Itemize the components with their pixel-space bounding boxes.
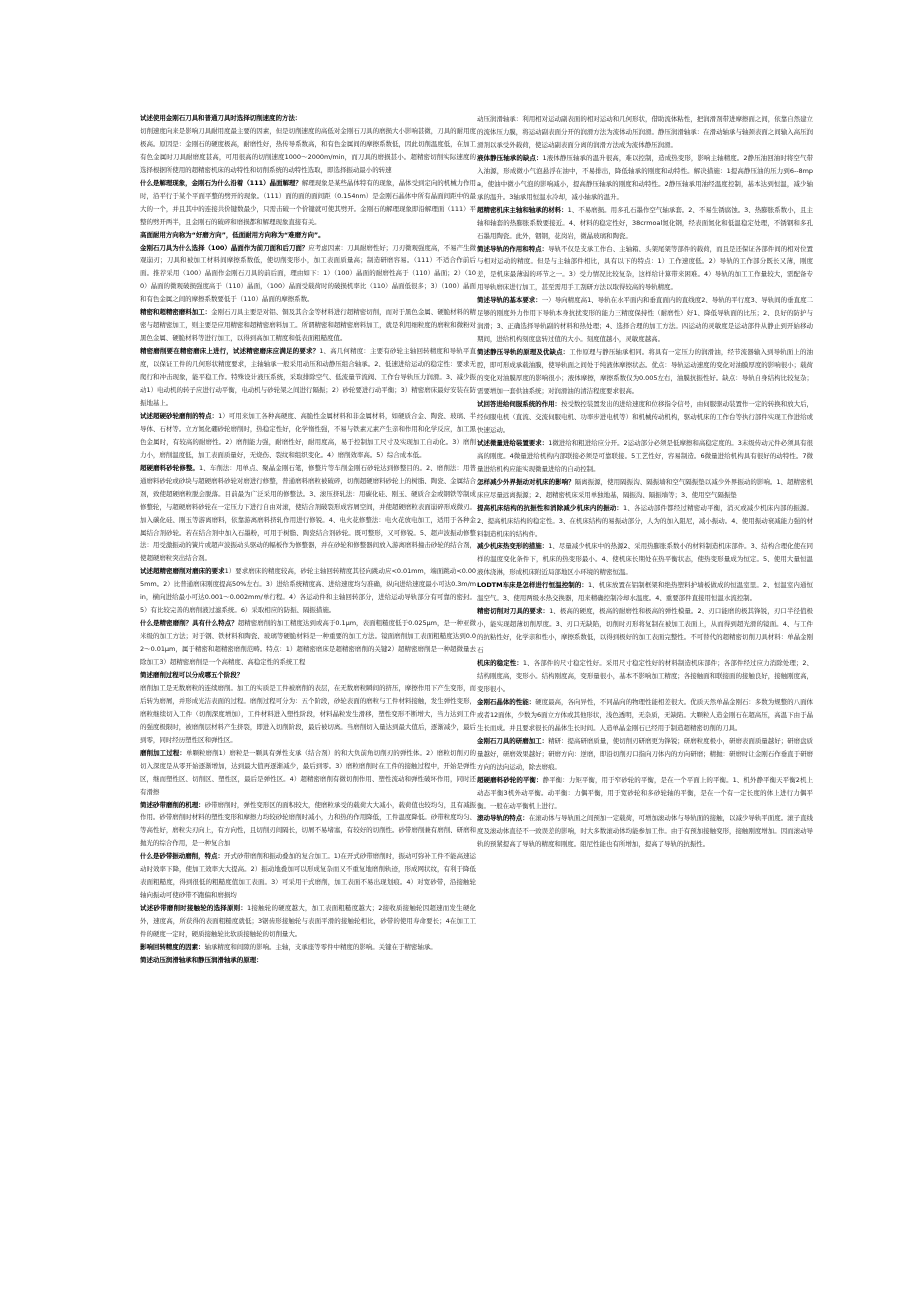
paragraph-text: 硬度最高，各向异性，不同晶向的物理性能相差很大。优质天然单晶金刚石：多数为规整的八面体或者12面体，少数为6面立方体或其他形状，浅色透明，无杂质，无缺陷。大颗粒人造金刚石在超高压，高温下由于晶生长而成。并且要求很长的晶体生长时间。人造单晶金刚石已经用于制造超精密切削的刀具。	[477, 697, 813, 732]
paragraph-heading: 金刚石刀具为什么选择（100）晶面作为前刀面和后刀面？	[140, 243, 309, 252]
paragraph-text: 单颗粒磨削1）磨粒是一颗具有弹性支承（结合剂）的和大负前角切削刃的弹性体。2）磨粒切削刃的切入深度是从零开始逐渐增加，达到最大值再逐渐减少，最后到零。3）磨粒磨削时在工件的接触过程中，开始是弹性区，继而塑性区、切削区、塑性区，最后是弹性区。4）超精密磨削有微切削作用、塑性流动和弹性破坏作用，同时还有滑擦	[140, 748, 476, 796]
paragraph	[477, 605, 813, 657]
right-column	[477, 113, 813, 851]
paragraph	[140, 850, 476, 902]
paragraph-heading: 试述使用金刚石刀具和普通刀具时选择切削速度的方法：	[140, 114, 302, 122]
paragraph-text: 工作原理与静压轴承相同。将具有一定压力的润滑油，经节流器输入到导轨面上的油腔，即可形成承载油膜，使导轨面之间处于纯液体摩擦状态。优点：导轨运动速度的变化对油膜厚度的影响很小；载荷的变化对油膜厚度的影响很小；液体摩擦，摩擦系数仅为0.005左右，油膜抗振性好。缺点：导轨自身结构比较复杂；需要增加一套供油系统；对润滑油的清洁程度要求很高。	[477, 348, 813, 396]
paragraph-heading: 简述动压润滑轴承和静压润滑轴承的原理：	[140, 955, 263, 964]
paragraph-heading: 简述磨削过程可以分成哪五个阶段？	[140, 670, 244, 679]
paragraph-text: 1、尽量减少机床中的热源2、采用热膨胀系数小的材料制造机床部件。3、结构合理化使在同样的温度变化条件下，机床的热变形最小。4、使机床长期处在热平衡状态，使热变形量成为恒定。5、使用大量恒温液体浇淋，形成机床附近局部地区小环境的精密恒温。	[477, 542, 813, 577]
paragraph-heading: 精密和超精密磨料加工：	[140, 308, 212, 317]
paragraph-text: 静平衡：力矩平衡，用于窄砂轮的平衡，是在一个平面上的平衡。1、机外静平衡天平衡2机上动态平衡3机外动平衡。动平衡：力偶平衡，用于宽砂轮和多砂轮轴的平衡，是在一个有一定长度的体上进行力偶平衡。一般在动平衡机上进行。	[477, 775, 813, 810]
paragraph-heading: 试述超硬砂轮磨削的特点：	[140, 411, 219, 420]
paragraph-text: 1液体静压轴承的温升很高，难以控制，造成热变形，影响主轴精度。2静压油回油时将空气带入油源，形成微小气泡悬浮在油中，不易排出，降低轴承的刚度和动特性。解决措施：1提高静压油的压力到6--8mpa，使油中微小气泡的影响减小，提高静压轴承的刚度和动特性。2静压轴承用油经温度控制，基本达到恒温，减少轴承的温升。3轴承用恒温水冷却，减小轴承的温升。	[477, 153, 813, 201]
paragraph	[477, 774, 813, 813]
paragraph-text: 应考虑因素：刀具耐磨性好；刀刃微观强度高，不易产生微观崩刃；刀具和被加工材料间摩擦系数低，使切削变形小，加工表面质量高；制造研磨容易。（111）不适合作前后面。推荐采用（100）晶面作金刚石刀具的前后面，理由如下：1）（100）晶面的耐磨性高于（110）晶面；2）（100）晶面的微观破损强度高于（110）晶面，（100）晶面受载荷时的破损机率比（110）晶面低很多；3）（100）晶面和有色金属之间的摩擦系数要低于（110）晶面的摩擦系数。	[140, 243, 477, 304]
paragraph-heading: 简述砂带磨削的机理：	[140, 800, 205, 809]
paragraph-text: 1、极高的硬度，极高的耐磨性和极高的弹性模量。2、刃口能磨的极其锋锐，刃口半径值极小，能实现超薄切削厚度。3、刃口无缺陷，切削时刃形将复制在被加工表面上，从而得到超光滑的镜面。4、与工件的抗粘性好，化学亲和性小，摩擦系数低，以得到极好的加工表面完整性。不可替代的超精密切削刀具材料：单晶金刚石	[477, 607, 813, 655]
paragraph-text: 轴承精度和间隙的影响。主轴，支承座等零件中精度的影响。关键在于精密轴承。	[204, 943, 437, 951]
paragraph	[477, 579, 813, 605]
paragraph	[477, 657, 813, 696]
paragraph-text: 1、各部件的尺寸稳定性好。采用尺寸稳定性好的材料制造机床部件；各部件经过应力消除处理；2、结构刚度高，变形小。结构刚度高，变形量很小，基本不影响加工精度；各接触面和联接面的接触良好，接触刚度高，变形很小。	[477, 659, 813, 693]
paragraph	[477, 696, 813, 735]
paragraph	[140, 941, 476, 954]
paragraph-text: 切削速度向来是影响刀具耐用度最主要的因素，但是切削速度的高低对金刚石刀具的磨损大小影响甚微，刀具的耐用度极高。原因是：金刚石的硬度极高，耐磨性好，热传导系数高，和有色金属间的摩擦系数低，因此切削温度低，在加工有色金属时刀具耐磨度甚高，可用很高的切削速度1000～2000m/min，而刀具的磨损甚小。超精密切削实际速度的选择根据所使用的超精密机床的动特性和切削系统的动特性选取，即选择振动最小的转速	[140, 126, 476, 174]
paragraph-text: 导轨不仅是支承工作台、主轴箱、头架尾架等部件的载荷，而且是还保证各部件间的相对位置与相对运动的精度。但是与主轴部件相比，具有以下的特点：1）工作速度低。2）导轨的工作部分既长又薄，刚度差，是机床最薄弱的环节之一。3）受力情况比较复杂，这样给计算带来困难。4）导轨的加工工作量较大，需配备专用导轨磨床进行加工，甚至需用手工刮研方法以取得较高的导轨精度。	[477, 244, 813, 292]
paragraph	[140, 669, 476, 682]
paragraph-heading: 磨削加工过程：	[140, 748, 186, 757]
paragraph-text: 1微进给和粗进给应分开。2运动部分必须是低摩擦和高稳定度的。3末级传动元件必须具有很高的刚度。4微量进给机构内部联接必须是可靠联接。5工艺性好，容易制造。6微量进给机构具有很好的动特性。7微量进给机构应能实现微量进给的自动控制。	[477, 438, 813, 473]
paragraph-heading: 什么是砂带振动磨削，特点：	[140, 852, 224, 861]
paragraph-heading: 精密切削对刀具的要求：	[477, 607, 550, 616]
paragraph	[477, 476, 813, 502]
paragraph	[140, 112, 476, 125]
paragraph	[140, 125, 476, 177]
paragraph-heading: 超硬磨料砂轮修整。	[140, 463, 199, 472]
paragraph-text: 精研：提高研磨质量，使切削刃研磨更为锋锐；研磨粒度极小，研磨表面质量越好；研磨盘质量越好，研磨效果越好；研磨方向：逆磨，即沿切削刃口指向刀体内的方向研磨；精抛：研磨时让金刚石作垂直于研磨方向的法向运动，除去磨痕。	[477, 736, 813, 771]
paragraph-text: 一）导向精度高1、导轨在水平面内和垂直面内的直线度2、导轨的平行度3、导轨间的垂直度二足够的刚度外力作用下导轨本身抗扰变形的能力三精度保持性（耐磨性）好1、降低导轨面的比压；2、良好的防护与润滑；3、正确选择导轨副的材料和热处理；4、选择合理的加工方法。四运动的灵敏度是运动部件从静止到开始移动期间，进给机构刻度盘转过值的大小。刻度值越小，灵敏度越高。	[477, 296, 813, 344]
left-column	[140, 112, 476, 967]
paragraph	[477, 398, 813, 437]
paragraph-text: 1、各运动部件都经过精密动平衡，消灭或减少机床内部的振源。2、提高机床结构的稳定性。3、在机床结构的易振动部分，人为的加入阻尼，减小振动。4、使用振动衰减能力强的材料制造机床的结构件。	[477, 503, 814, 538]
paragraph-text: 1、车削法：用单点、聚晶金刚石笔，修整片等车削金刚石砂轮达到修整目的。2、磨削法：用普通磨料砂轮或砂块与超硬磨料砂轮对磨进行修整，普通磨料磨粒被破碎，切削超硬磨料砂轮上的树脂、陶瓷、金属结合剂，致使超硬磨粒脱会脱落。目前最为广泛采用的修整法。3、滚压挤轧法：用碳化硅、刚玉、硬质合金或钢铁等制成修整轮，与超硬磨料砂轮在一定压力下进行自由对滚，使结合剂破裂形成容屑空间，并使超硬磨粒表面崩碎形成微刃。加入碳化硅、刚玉等游离磨料，依靠游离磨料挤轧作用进行修锐。4、电火花修整法：电火花放电加工，适用于各种金属结合剂砂轮。若在结合剂中加入石墨粉，可用于树脂、陶瓷结合剂砂轮。既可整形，又可修锐。5、超声波振动修整法：用受激振动的簧片或超声波振动头驱动的幅板作为修整器，并在砂轮和修整器间放入游离磨料撞击砂轮的结合剂，使超硬磨粒突出结合剂。	[140, 463, 476, 563]
paragraph-heading: 液体静压轴承的缺点：	[477, 153, 543, 162]
paragraph	[140, 306, 476, 345]
paragraph	[140, 177, 476, 229]
paragraph-text: 1、不易磨损。用多孔石墨作空气轴承套。2、不易生锈腐蚀。3、热膨胀系数小，且主轴和轴套的热膨胀系数要接近。4、材料的稳定性好，38crmoal氮化钢，经表面氮化和低温稳定处理，不锈钢和多孔石墨用陶瓷。此外，铟钢，花岗岩，微晶玻璃和陶瓷。	[477, 205, 813, 240]
paragraph-heading: 超硬磨料砂轮的平衡：	[477, 775, 543, 784]
paragraph-heading: 怎样减少外界振动对机床的影响？	[477, 477, 575, 486]
paragraph-heading: 简述导轨的基本要求：	[477, 296, 542, 305]
paragraph	[477, 437, 813, 476]
paragraph	[477, 735, 813, 774]
paragraph-heading: 滚动导轨的特点：	[477, 814, 529, 823]
paragraph-heading: 提高机床结构的抗振性和消除减少机床内的振动：	[477, 503, 624, 512]
paragraph	[140, 902, 476, 941]
paragraph-heading: 影响回转精度的因素：	[140, 943, 205, 951]
paragraph-heading: 简述静压导轨的原理及优缺点：	[477, 348, 570, 357]
paragraph	[140, 682, 476, 747]
paragraph-heading: 简述导轨的作用和特点：	[477, 244, 549, 253]
paragraph-heading: 金刚石刀具的研磨加工：	[477, 736, 549, 745]
paragraph-text: 1、高几何精度：主要有砂轮主轴回转精度和导轨平直度，以保证工件的几何形状精度要求，主轴轴承一般采用动压和动静压组合轴承。2、低速进给运动的稳定性：要求无爬行和冲击现象，能平稳工作。特殊设计液压系统，采取排除空气、低流量节流阀、工作台导轨压力润滑。3、减少振动1）电动机的转子应进行动平衡，电动机与砂轮架之间进行隔振；2）砂轮要进行动平衡；3）精密磨床最好安装在防振地基上。	[140, 347, 476, 407]
paragraph	[477, 294, 813, 346]
paragraph-heading: 试述超精密磨削对磨床的要求	[140, 567, 225, 576]
paragraph	[477, 812, 813, 851]
paragraph	[140, 565, 476, 617]
paragraph-heading: LODTM车床是怎样进行恒温控制的：	[477, 581, 588, 590]
paragraph-heading: 金刚石晶体的性能：	[477, 697, 536, 706]
paragraph-text: 在滚动体与导轨面之间预加一定载荷，可增加滚动体与导轨面的接触，以减少导轨平面度。滚子直线度及滚动体直径不一致误差的影响，时大多数滚动体均能参加工作。由于有预加接触变形，接触刚度增加。因而滚动导轨的预紧提高了导轨的精度和刚度。阻尼性能也有所增加，提高了导轨的抗振性。	[477, 814, 813, 849]
paragraph-text: 1、机床放置在铝制框架和绝热塑料护墙板做成的恒温室里。2、恒温室内通恒温空气。3、使用两级水热交换器，用来精确控制冷却水温度。4、重要部件直接用恒温水流控制。	[477, 581, 813, 603]
paragraph	[140, 799, 476, 851]
paragraph	[140, 345, 476, 410]
paragraph	[477, 540, 813, 579]
paragraph	[140, 954, 476, 967]
paragraph	[477, 243, 813, 295]
paragraph	[477, 152, 813, 204]
paragraph-text: 超精密磨削的加工精度达到或高于0.1μm，表面粗糙度低于0.025μm，是一种亚微米级的加工方法；对于钢、铁材料和陶瓷、玻璃等硬脆材料是一种重要的加工方法。镜面磨削加工表面粗糙度达到0.02～0.01μm，属于精密和超精密磨削范畴。特点：1）超精密磨床是超精密磨削的关键2）超精密磨削是一种超微量去除加工3）超精密磨削是一个高精度、高稳定性的系统工程	[140, 619, 476, 667]
paragraph-heading: 减少机床热变形的措施：	[477, 542, 549, 551]
paragraph-text: 1）要求磨床的精度较高，砂轮主轴回转精度其径向跳动应<0.01mm，端面跳动<0.005mm。2）比普通磨床刚度提高50%左右。3）进给系统精度高、进给速度均匀准确，纵向进给速度最小可达0.3m/min，横向进给最小可达0.001～0.002mm/单行程。4）各运动件和主轴回转部分，进给运动导轨部分有可靠的密封。5）有比较完善的磨削液过滤系统。6）采取相应的防振、隔振措施。	[140, 567, 476, 615]
paragraph	[140, 747, 476, 799]
paragraph-text: 隔离振源，使用隔振沟、隔振墙和空气隔振垫以减少外界振动的影响。1、超精密机床应尽量远离振源；2、超精密机床采用单独地基，隔振沟、隔振墙等；3、使用空气隔振垫	[477, 477, 813, 499]
paragraph	[140, 410, 476, 462]
paragraph-heading: 超精密机床主轴和轴承的材料：	[477, 205, 568, 214]
paragraph-text: 1）可用来加工各种高硬度、高脆性金属材料和非金属材料，如硬质合金、陶瓷、玻璃、半导体、石材等。立方氮化硼砂轮磨削时，热稳定性好，化学惰性强，不易与铁素元素产生亲和作用和化学反应，加工黑色金属时，有较高的耐磨性。2）磨削能力强，耐磨性好，耐用度高，易于控制加工尺寸及实现加工自动化。3）磨削力小，磨削温度低，加工表面质量好，无烧伤、裂纹和组织变化。4）磨削效率高。5）综合成本低。	[140, 411, 477, 459]
paragraph-text: 开式砂带磨削和振动叠加的复合加工。1)在开式砂带磨削时，振动可弥补工件不能高速运动时效率下降，使加工效率大大提高。2）振动地叠加可以形成复杂而又不重复地磨削轨迹，形成网状纹，有利于降低表面粗糙度，得到很低的粗糙度值加工表面。3）可采用干式磨削，加工表面不易出现划痕。4）对宽砂带，沿接触轮轴向振动可使砂带不跑偏和磨损均	[140, 852, 477, 900]
paragraph-heading: 什么是解理现象，金刚石为什么沿着（111）晶面解理？	[140, 178, 302, 187]
paragraph-heading: 精密磨削要在精密磨床上进行，试述精密磨床应满足的要求？	[140, 347, 320, 356]
paragraph-heading: 高面耐用方向称为“好磨方向”，低面耐用方向称为“难磨方向”。	[140, 230, 325, 239]
paragraph	[140, 229, 476, 242]
paragraph	[477, 204, 813, 243]
paragraph-heading: 试述微量进给装置要求：	[477, 438, 549, 447]
paragraph-text: 1接触轮的硬度越大，加工表面粗糙度越大；2接收质接触轮因超速而发生硬化外，速度高，所获得的表面粗糙度就低；3锯齿形接触轮与表面平滑的接触轮相比，砂带的使用寿命要长；4在加工工件的硬度一定时，硬质接触轮比软质接触轮的切削量大。	[140, 904, 476, 939]
paragraph-heading: 试述砂带磨削时接触轮的选择原则：	[140, 904, 248, 913]
paragraph-text: 磨削加工是无数磨粒的连续磨削。加工的实质是工件被磨削的表层，在无数磨粒瞬间的挤压，摩擦作用下产生变形，而后转为磨屑，并形成光洁表面的过程。磨削过程可分为：五个阶段，砂轮表面的磨粒与工件材料接触，发生弹性变形，磨粒继续切入工件（切削深度增加），工件材料进入塑性阶段，材料晶粒发生滑移，塑性变形不断增大，当力达到工件的强度极限时，被磨削层材料产生挤裂，即进入切削阶段，最后被切离。当磨削切入量达到最大值后，逐渐减少，最后到零，同时经历塑性区和弹性区。	[140, 683, 476, 744]
paragraph-heading: 试回答进给伺服系统的作用：	[477, 399, 561, 408]
paragraph	[477, 346, 813, 398]
paragraph	[477, 113, 813, 152]
paragraph-text: 砂带磨削时，弹性变形区的面积较大，使磨粒承受的载荷大大减小，载荷值也较均匀，且有减振作用。砂带磨削时材料的塑性变形和摩擦力均较砂轮磨削时减小，力和热的作用降低，工件温度降低。砂带粒度均匀、等高性好，磨粒尖刃向上，有方向性，且切削刃间隔长，切屑不易堵塞，有较好的切削性。砂带磨削兼有磨削、研磨和抛光的综合作用，是一种复合加	[140, 800, 476, 848]
paragraph-heading: 机床的稳定性：	[477, 659, 523, 668]
paragraph	[477, 502, 813, 541]
paragraph-heading: 什么是精密磨削？具有什么特点？	[140, 619, 238, 628]
paragraph-text: 按受数控装置发出的进给速度和位移指令信号，由伺服驱动装置作一定的转换和放大后，经伺服电机（直流、交流伺服电机、功率步进电机等）和机械传动机构，驱动机床的工作台等执行部件实现工作进给或快速运动。	[477, 399, 813, 434]
paragraph-text: 解理现象是某些晶体特有的现象，晶体受到定向的机械力作用时，沿平行于某个平面平整的劈开的现象。（111）面的面的面间距（0.154nm）是金刚石晶体中所有晶面间距中的最大的一个，并且其中的连接共价键数最少，只需击破一个价键就可使其劈开。金刚石的解理现象即沿解理面（111）平整的劈开两半，且金刚石的破碎和磨损都和解理现象直接有关。	[140, 178, 476, 226]
paragraph-text: 动压润滑轴承：利用相对运动副表面的相对运动和几何形状，借助流体粘性，把润滑剂带进摩擦面之间，依靠自然建立的流体压力膜，将运动副表面分开的润滑方法为流体动压润滑。静压润滑轴承：在滑动轴承与轴颈表面之间输入高压润滑剂以承受外载荷，使运动副表面分离的润滑方法成为流体静压润滑。	[477, 115, 813, 149]
paragraph	[140, 242, 476, 307]
paragraph	[140, 617, 476, 669]
paragraph-text: 金刚石刀具主要是对铝、铜及其合金等材料进行超精密切削，而对于黑色金属、硬脆材料的精密与超精密加工，则主要是应用精密和超精密磨料加工。所谓精密和超精密磨料加工，就是利用细粒度的磨粒和微粉对黑色金属、硬脆材料等进行加工，以得到高加工精度和低表面粗糙度值。	[140, 308, 476, 343]
paragraph	[140, 462, 476, 566]
